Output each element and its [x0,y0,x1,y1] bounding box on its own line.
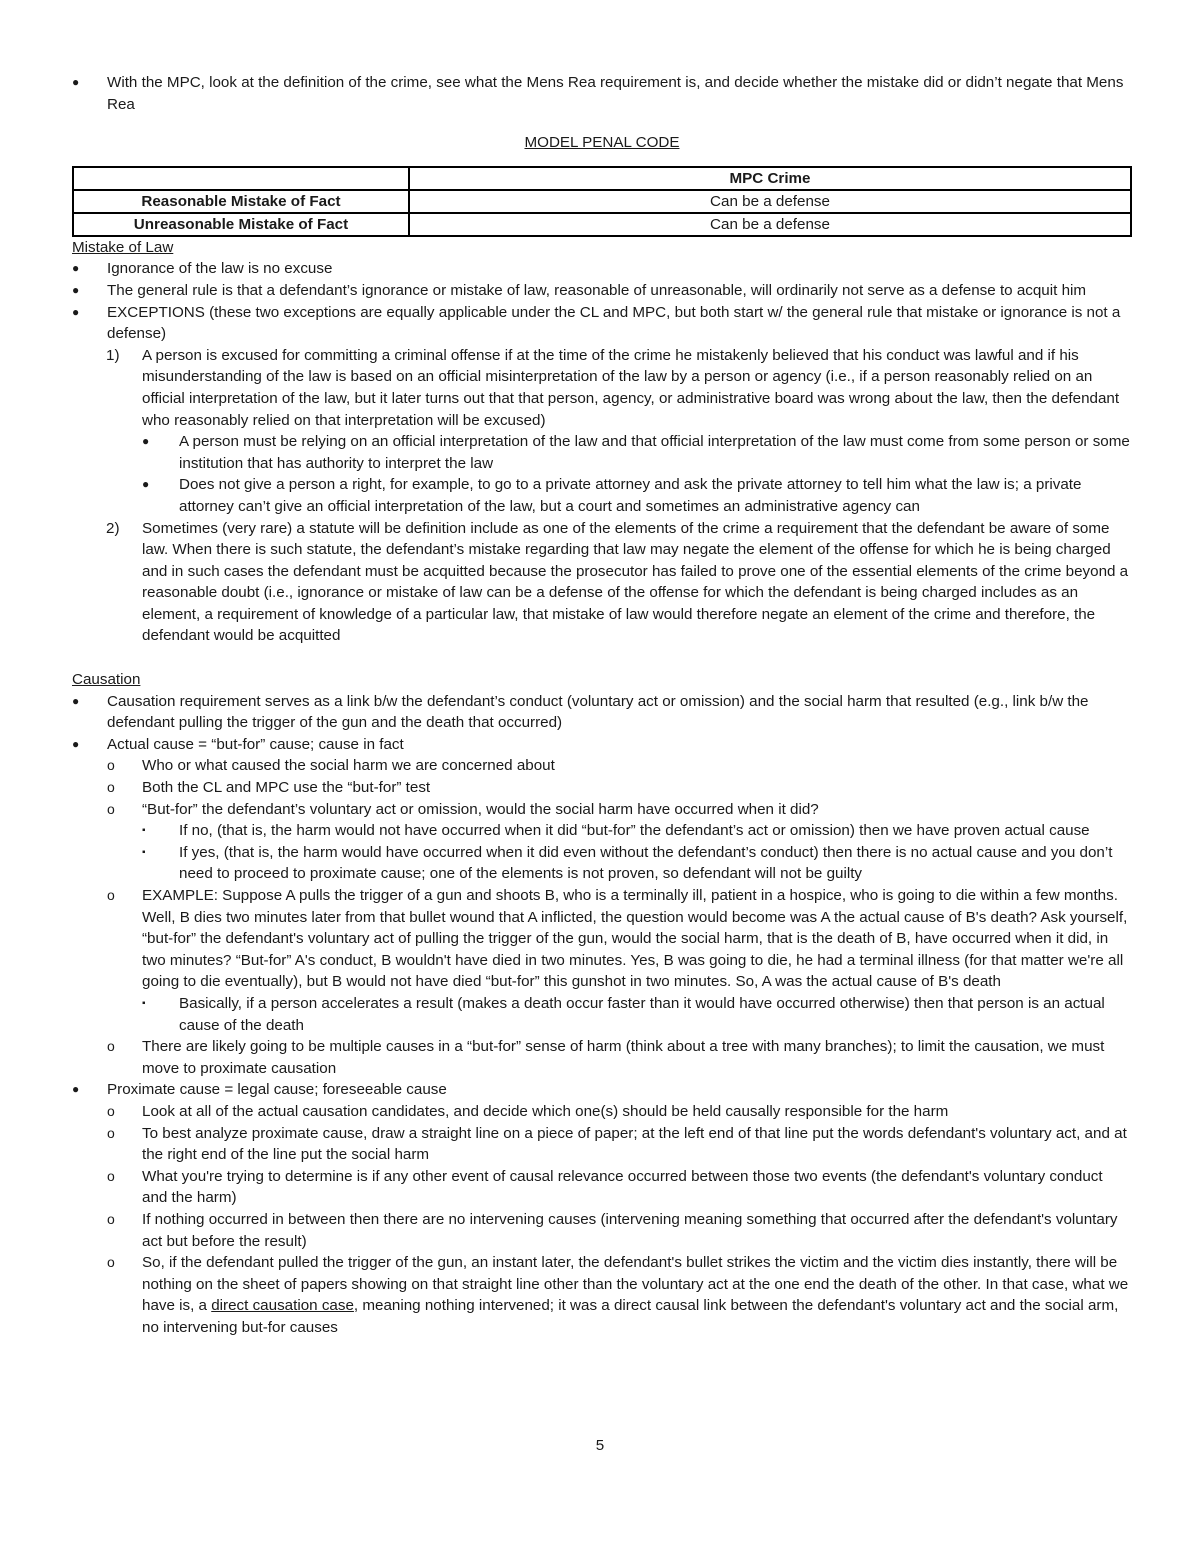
list-item [72,280,1132,302]
section-heading-mistake-of-law: Mistake of Law [72,238,174,256]
bullet-glyph: ▪ [142,825,146,837]
list-item [72,258,1132,280]
bullet-glyph: o [107,1038,115,1055]
table-row [73,213,1131,236]
table-header-row [73,167,1131,190]
table-cell: Unreasonable Mistake of Fact [73,213,409,236]
list-item [72,691,1132,734]
list-item-text: Actual cause = “but-for” cause; cause in fact [107,735,404,753]
list-item-text: Proximate cause = legal cause; foreseeable cause [107,1081,447,1099]
list-item-text: A person is excused for committing a criminal offense if at the time of the crime he mistakenly believed that his conduct was lawful and if his misunderstanding of the law is based on an official misinterpretation of the law by a person or agency (i.e., if a person reasonably relied on an official interpretation of the law, but it later turns out that that person, agency, or administrative board was wrong about the law, then the defendant who reasonably relied on that interpretation will be excused) [142,346,1120,429]
list-item-text: If nothing occurred in between then there are no intervening causes (intervening meaning something that occurred after the defendant's voluntary act but before the result) [142,1210,1118,1250]
list-item-text: Causation requirement serves as a link b/w the defendant’s conduct (voluntary act or omission) and the social harm that resulted (e.g., link b/w the defendant pulling the trigger of the gun and the death that occurred) [107,692,1089,732]
list-item [72,755,1132,777]
list-item-text: EXCEPTIONS (these two exceptions are equally applicable under the CL and MPC, but both start w/ the general rule that mistake or ignorance is not a defense) [107,303,1121,343]
bullet-glyph: o [107,800,115,817]
list-item-text: Who or what caused the social harm we are concerned about [142,757,555,775]
list-number: 2) [106,519,120,537]
list-item [72,345,1132,431]
mpc-table [72,166,1132,237]
list-item [72,1079,1132,1101]
list-item [72,842,1132,885]
bullet-glyph: ● [72,304,80,319]
document-page [72,72,1132,1338]
text-run: So, if the defendant pulled the trigger of the gun, an instant later, the defendant's bullet strikes the victim and the victim dies instantly, there will be nothing on the sheet of papers showing on that straight line other than the voluntary act at the one end the death of the other. In that case, what we have is, a [142,1254,1129,1315]
bullet-glyph: o [107,1254,115,1271]
list-item-text: Ignorance of the law is no excuse [107,260,333,278]
bullet-glyph: o [107,1210,115,1227]
direct-causation-term: direct causation case [211,1297,354,1315]
list-item-text: A person must be relying on an official interpretation of the law and that official interpretation of the law must come from some person or some institution that has authority to interpret the law [179,433,1130,472]
bullet-glyph: ● [72,282,80,297]
bullet-glyph: ● [72,261,80,276]
bullet-glyph: ● [72,693,80,708]
table-cell: Can be a defense [409,213,1131,236]
list-item-text: Both the CL and MPC use the “but-for” test [142,779,431,797]
list-item-text [142,1254,1128,1336]
list-item [72,799,1132,821]
bullet-glyph: ▪ [142,997,146,1009]
list-item [72,1209,1132,1252]
list-item [72,885,1132,993]
list-item [72,777,1132,799]
list-item-text: If yes, (that is, the harm would have occurred when it did even without the defendant’s conduct) then there is no actual cause and you don’t need to proceed to proximate cause; one of the elements is not proven, so defendant will not be guilty [179,843,1113,883]
mpc-title: MODEL PENAL CODE [524,134,680,152]
list-item [72,820,1132,842]
list-item-text: If no, (that is, the harm would not have occurred when it did “but-for” the defendant’s act or omission) then we have proven actual cause [179,822,1090,840]
table-cell: Reasonable Mistake of Fact [73,190,409,213]
list-item [72,302,1132,345]
list-item-text: Sometimes (very rare) a statute will be definition include as one of the elements of the crime a requirement that the defendant be aware of some law. When there is such statute, the defendant’s mistake regarding that law may negate the element of the offense for which he is being charged and in such cases the defendant must be acquitted because the prosecutor has failed to prove one of the essential elements of the crime beyond a reasonable doubt (i.e., ignorance or mistake of law can be a defense of the offense for which the defendant is being charged includes as an element, a requirement of knowledge of a particular law, that mistake of law would therefore negate an element of the crime and therefore, the defendant would be acquitted [142,519,1129,645]
list-item [72,993,1132,1036]
bullet-glyph: o [107,779,115,796]
bullet-glyph: o [107,1124,115,1141]
text-run: , meaning nothing intervened; it was a direct causal link between the defendant's voluntary act and the social arm, no intervening but-for causes [142,1297,1119,1336]
bullet-glyph: o [107,1102,115,1119]
page-number: 5 [595,1437,605,1454]
table-header-empty [73,167,409,190]
table-row [73,190,1131,213]
section-heading-causation: Causation [72,671,141,689]
list-item-text: To best analyze proximate cause, draw a straight line on a piece of paper; at the left end of that line put the words defendant's voluntary act, and at the right end of the line put the social harm [142,1124,1127,1164]
list-item-text: The general rule is that a defendant’s ignorance or mistake of law, reasonable of unreasonable, will ordinarily not serve as a defense to acquit him [107,281,1087,299]
list-item [72,1036,1132,1079]
list-item-text: Look at all of the actual causation candidates, and decide which one(s) should be held causally responsible for the harm [142,1102,949,1120]
bullet-glyph: ● [142,477,150,492]
list-item [72,1252,1132,1338]
list-item [72,1123,1132,1166]
bullet-glyph: o [107,757,115,774]
list-item-text: Does not give a person a right, for example, to go to a private attorney and ask the private attorney to tell him what the law is; a private attorney can’t give an official interpretation of the law, but a court and sometimes an administrative agency can [179,476,1082,515]
list-item [72,734,1132,756]
bullet-glyph: ▪ [142,846,146,858]
list-item [72,431,1132,474]
bullet-glyph: o [107,1167,115,1184]
list-item [72,1101,1132,1123]
bullet-glyph: ● [72,75,80,89]
table-header-mpc-crime: MPC Crime [409,167,1131,190]
intro-text: With the MPC, look at the definition of the crime, see what the Mens Rea requirement is, and decide whether the mistake did or didn’t negate that Mens Rea [107,74,1124,113]
list-number: 1) [106,346,120,364]
bullet-glyph: ● [72,1082,80,1097]
bullet-glyph: o [107,887,115,903]
list-item-text: Basically, if a person accelerates a result (makes a death occur faster than it would have occurred otherwise) then that person is an actual cause of the death [179,994,1105,1034]
list-item-text: There are likely going to be multiple causes in a “but-for” sense of harm (think about a tree with many branches); to limit the causation, we must move to proximate causation [142,1038,1105,1077]
intro-bullet [72,72,1132,115]
list-item [72,474,1132,517]
bullet-glyph: ● [72,736,80,751]
bullet-glyph: ● [142,434,150,449]
list-item [72,518,1132,648]
table-cell: Can be a defense [409,190,1131,213]
list-item-text: “But-for” the defendant’s voluntary act or omission, would the social harm have occurred when it did? [142,800,819,818]
list-item [72,1166,1132,1209]
list-item-text: What you're trying to determine is if any other event of causal relevance occurred between those two events (the defendant's voluntary conduct and the harm) [142,1167,1103,1207]
list-item-text: EXAMPLE: Suppose A pulls the trigger of a gun and shoots B, who is a terminally ill, patient in a hospice, who is going to die within a few months. Well, B dies two minutes later from that bullet wound that A inflicted, the question would become was A the actual cause of B's death? Ask yourself, “but-for” the defendant's voluntary act of pulling the trigger of the gun, would the social harm, that is the death of B, have occurred when it did, in two minutes? “But-for” A's conduct, B wouldn't have died in two minutes. Yes, B was going to die, he had a terminal illness (for that matter we're all going to die eventually), but B would not have died “but-for” this gunshot in two minutes. So, A was the actual cause of B's death [142,887,1128,991]
